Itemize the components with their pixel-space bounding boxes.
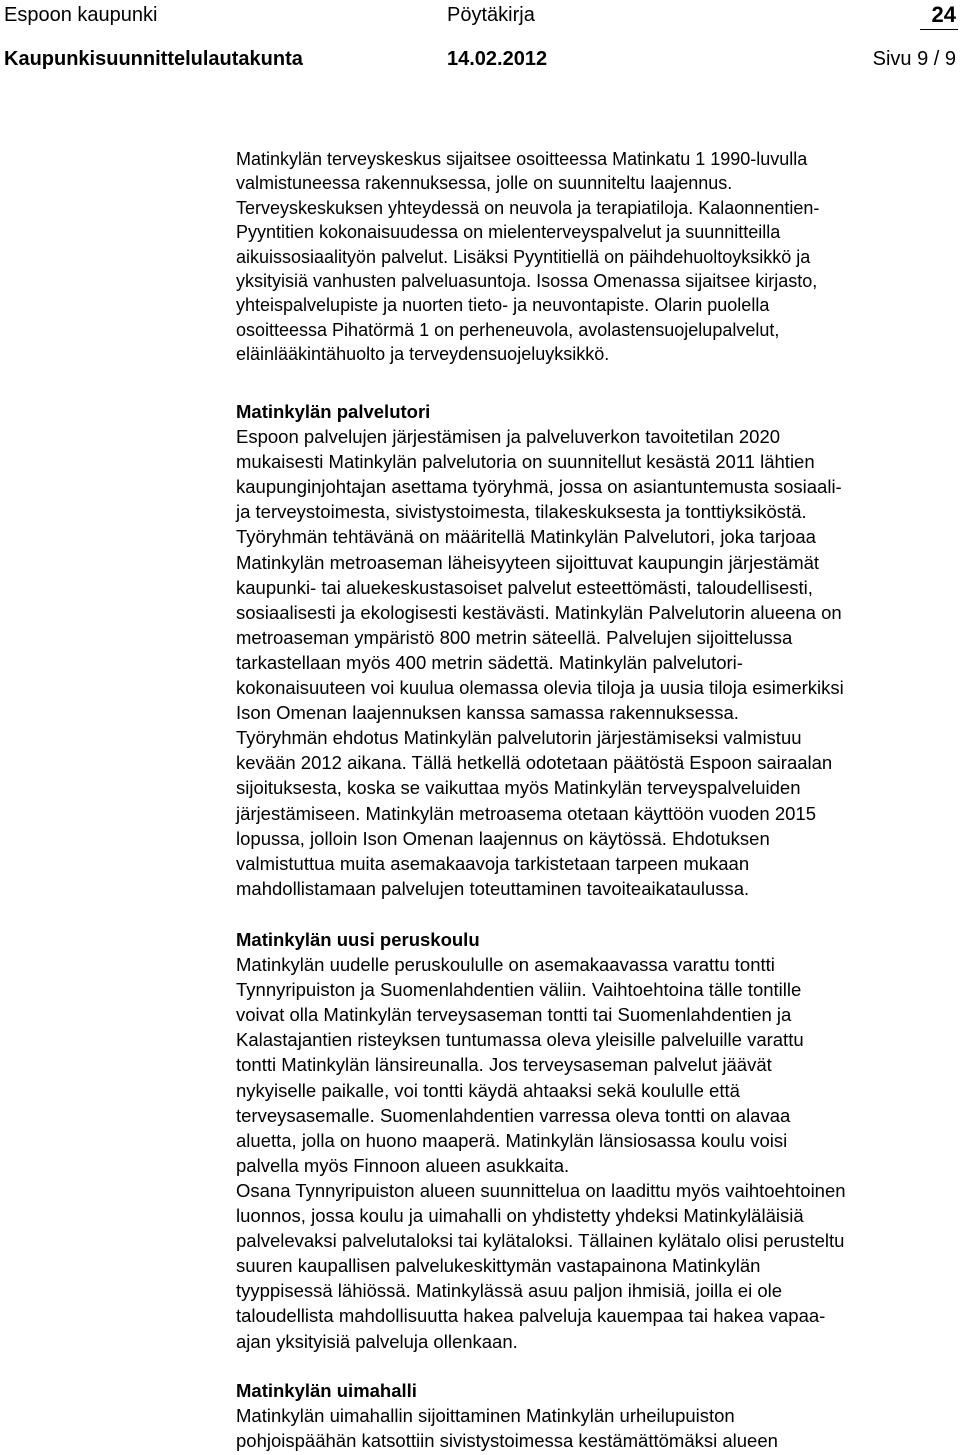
header-committee: Kaupunkisuunnittelulautakunta	[4, 48, 303, 70]
intro-section	[236, 147, 956, 367]
page-number: 24	[931, 2, 956, 27]
peruskoulu-section	[236, 927, 956, 1354]
uimahalli-paragraph: Matinkylän uimahallin sijoittaminen Matinkylän urheilupuiston pohjoispäähän katsottiin sivistystoimessa kestämättömäksi alueen	[236, 1405, 778, 1452]
palvelutori-section	[236, 399, 956, 901]
header-row-bottom	[4, 44, 956, 74]
header-doc-type: Pöytäkirja	[447, 4, 535, 26]
intro-paragraph: Matinkylän terveyskeskus sijaitsee osoitteessa Matinkatu 1 1990-luvulla valmistuneessa rakennuksessa, jolle on suunniteltu laajennus. Terveyskeskuksen yhteydessä on neuvola ja terapiatiloja. Kalaonnentien- Pyyntitien kokonaisuudessa on mielenterveyspalvelut ja suunnitteilla aikuissosiaalityön palvelut. Lisäksi Pyyntitiellä on päihdehuoltoyksikkö ja yksityisiä vanhusten palveluasuntoja. Isossa Omenassa sijaitsee kirjasto, yhteispalvelupiste ja nuorten tieto- ja neuvontapiste. Olarin puolella osoitteessa Pihatörmä 1 on perheneuvola, avolastensuojelupalvelut, eläinlääkintähuolto ja terveydensuojeluyksikkö.	[236, 149, 820, 365]
palvelutori-paragraph: Espoon palvelujen järjestämisen ja palveluverkon tavoitetilan 2020 mukaisesti Matinkylän palvelutoria on suunnitellut kesästä 2011 lähtien kaupunginjohtajan asettama työryhmä, jossa on asiantuntemusta sosiaali- ja terveystoimesta, sivistystoimesta, tilakeskuksesta ja tonttiyksiköstä. Työryhmän tehtävänä on määritellä Matinkylän Palvelutori, joka tarjoaa Matinkylän metroaseman läheisyyteen sijoittuvat kaupungin järjestämät kaupunki- tai aluekeskustasoiset palvelut esteettömästi, taloudellisesti, sosiaalisesti ja ekologisesti kestävästi. Matinkylän Palvelutorin alueena on metroaseman ympäristö 800 metrin säteellä. Palvelujen sijoittelussa tarkastellaan myös 400 metrin sädettä. Matinkylän palvelutori- kokonaisuuteen voi kuulua olemassa olevia tiloja ja uusia tiloja esimerkiksi Ison Omenan laajennuksen kanssa samassa rakennuksessa. Työryhmän ehdotus Matinkylän palvelutorin järjestämiseksi valmistuu kevään 2012 aikana. Tällä hetkellä odotetaan päätöstä Espoon sairaalan sijoituksesta, koska se vaikuttaa myös Matinkylän terveyspalveluiden järjestämiseen. Matinkylän metroasema otetaan käyttöön vuoden 2015 lopussa, jolloin Ison Omenan laajennus on käytössä. Ehdotuksen valmistuttua muita asemakaavoja tarkistetaan tarpeen mukaan mahdollistamaan palvelujen toteuttaminen tavoiteaikataulussa.	[236, 426, 844, 899]
page-number-underline	[920, 29, 958, 30]
peruskoulu-paragraph: Matinkylän uudelle peruskoululle on asemakaavassa varattu tontti Tynnyripuiston ja Suomenlahdentien väliin. Vaihtoehtoina tälle tontille voivat olla Matinkylän terveysaseman tontti tai Suomenlahdentien ja Kalastajantien risteyksen tuntumassa oleva yleisille palveluille varattu tontti Matinkylän länsireunalla. Jos terveysaseman palvelut jäävät nykyiselle paikalle, voi tontti käydä ahtaaksi sekä koululle että terveysasemalle. Suomenlahdentien varressa oleva tontti on alavaa aluetta, jolla on huono maaperä. Matinkylän länsiosassa koulu voisi palvella myös Finnoon alueen asukkaita. Osana Tynnyripuiston alueen suunnittelua on laadittu myös vaihtoehtoinen luonnos, jossa koulu ja uimahalli on yhdistetty yhdeksi Matinkyläläisiä palvelevaksi palvelutaloksi tai kylätaloksi. Tällainen kylätalo olisi perusteltu suuren kaupallisen palvelukeskittymän vastapainona Matinkylän tyyppisessä lähiössä. Matinkylässä asuu paljon ihmisiä, joilla ei ole taloudellista mahdollisuutta hakea palveluja kauempaa tai hakea vapaa- ajan yksityisiä palveluja ollenkaan.	[236, 954, 846, 1352]
peruskoulu-heading: Matinkylän uusi peruskoulu	[236, 929, 480, 950]
header-row-top	[4, 0, 956, 30]
uimahalli-heading: Matinkylän uimahalli	[236, 1380, 417, 1401]
header-page-info: Sivu 9 / 9	[872, 48, 956, 70]
header-date: 14.02.2012	[447, 48, 548, 70]
header-org: Espoon kaupunki	[4, 4, 158, 26]
uimahalli-section	[236, 1378, 956, 1453]
palvelutori-heading: Matinkylän palvelutori	[236, 401, 431, 422]
